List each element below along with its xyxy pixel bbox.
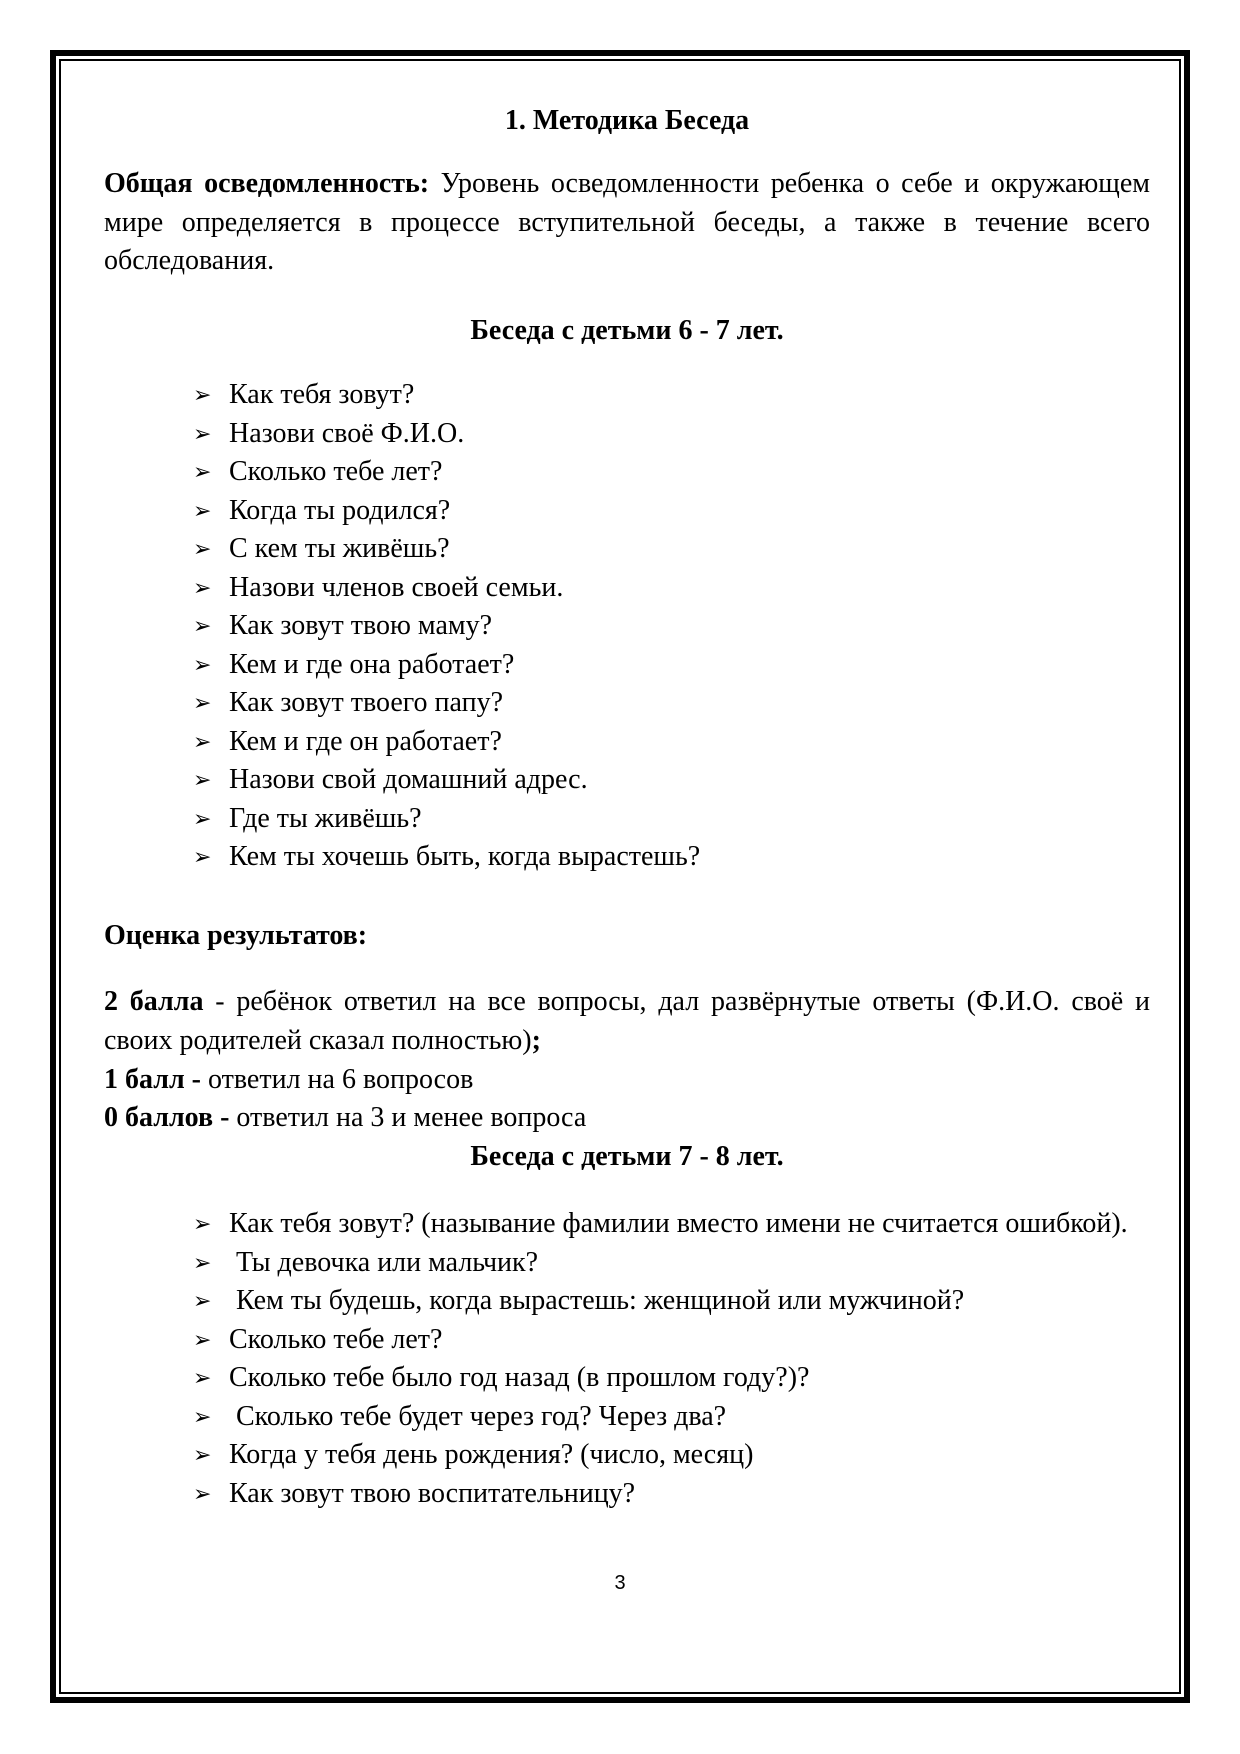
arrow-bullet-icon: ➢ — [193, 1288, 212, 1313]
section2-heading: Беседа с детьми 7 - 8 лет. — [470, 1141, 784, 1172]
question-text: Назови свой домашний адрес. — [229, 764, 588, 795]
list-item — [193, 684, 1150, 723]
arrow-bullet-icon: ➢ — [193, 1249, 212, 1275]
question-text: Сколько тебе было год назад (в прошлом году?)? — [229, 1362, 810, 1393]
arrow-bullet-icon: ➢ — [193, 767, 212, 792]
list-item — [193, 1436, 1150, 1475]
list-item — [193, 723, 1150, 762]
question-text: Сколько тебе лет? — [229, 456, 443, 487]
intro-text: Уровень осведомленности ребенка о себе и окружающем мире определяется в процессе вступительной беседы, а также в течение всего обследования. — [104, 168, 1151, 276]
arrow-bullet-icon: ➢ — [193, 1403, 212, 1429]
score-text: ответил на 6 вопросов — [201, 1064, 474, 1095]
arrow-bullet-icon: ➢ — [193, 420, 212, 446]
question-text: Ты девочка или мальчик? — [229, 1246, 539, 1278]
question-text: Как тебя зовут? — [229, 379, 415, 410]
question-text: Назови своё Ф.И.О. — [229, 417, 465, 449]
list-item — [193, 569, 1150, 608]
arrow-bullet-icon: ➢ — [193, 574, 212, 600]
arrow-bullet-icon: ➢ — [193, 844, 212, 869]
list-item — [193, 1282, 1150, 1321]
list-item — [193, 1398, 1150, 1437]
list-item — [193, 646, 1150, 685]
question-text: Как зовут твою маму? — [229, 610, 493, 641]
list-item — [193, 415, 1150, 454]
list-item — [193, 530, 1150, 569]
arrow-bullet-icon: ➢ — [193, 690, 212, 715]
list-item — [193, 761, 1150, 800]
page-title: 1. Методика Беседа — [504, 105, 750, 136]
arrow-bullet-icon: ➢ — [193, 459, 212, 484]
evaluation-row — [104, 1099, 586, 1138]
question-text: Как зовут твою воспитательницу? — [229, 1477, 636, 1509]
evaluation-row — [104, 983, 1150, 1060]
intro-label: Общая осведомленность: — [104, 168, 430, 199]
score-label: 0 баллов - — [104, 1102, 230, 1133]
list-item — [193, 453, 1150, 492]
list-item — [193, 607, 1150, 646]
question-text: Кем ты будешь, когда вырастешь: женщиной или мужчиной? — [229, 1285, 965, 1316]
section1-heading: Беседа с детьми 6 - 7 лет. — [470, 315, 784, 346]
score-label: 2 балла — [104, 986, 204, 1017]
list-item — [193, 1321, 1150, 1360]
evaluation-row — [104, 1061, 473, 1100]
list-item — [193, 838, 1150, 877]
arrow-bullet-icon: ➢ — [193, 1480, 212, 1506]
arrow-bullet-icon: ➢ — [193, 805, 212, 831]
arrow-bullet-icon: ➢ — [193, 382, 212, 407]
arrow-bullet-icon: ➢ — [193, 613, 212, 638]
list-item — [193, 1359, 1150, 1398]
section1-question-list — [193, 376, 1150, 877]
evaluation-heading: Оценка результатов: — [104, 920, 368, 951]
section2-question-list — [193, 1205, 1150, 1513]
arrow-bullet-icon: ➢ — [193, 536, 212, 561]
list-item — [193, 492, 1150, 531]
question-text: Когда ты родился? — [229, 494, 451, 526]
score-label: 1 балл - — [104, 1064, 201, 1095]
arrow-bullet-icon: ➢ — [193, 651, 212, 677]
page-number: 3 — [614, 1572, 626, 1594]
arrow-bullet-icon: ➢ — [193, 1326, 212, 1352]
arrow-bullet-icon: ➢ — [193, 497, 212, 523]
question-text: Где ты живёшь? — [229, 802, 422, 834]
question-text: Кем и где он работает? — [229, 725, 502, 757]
question-text: С кем ты живёшь? — [229, 533, 450, 564]
arrow-bullet-icon: ➢ — [193, 1211, 212, 1236]
question-text: Сколько тебе лет? — [229, 1323, 443, 1355]
question-text: Как тебя зовут? (называние фамилии вместо имени не считается ошибкой). — [229, 1208, 1128, 1239]
list-item — [193, 1244, 1150, 1283]
question-text: Как зовут твоего папу? — [229, 687, 504, 718]
score-tail: ; — [531, 1024, 541, 1056]
score-text: - ребёнок ответил на все вопросы, дал развёрнутые ответы (Ф.И.О. своё и своих родителей сказал полностью) — [104, 986, 1150, 1056]
arrow-bullet-icon: ➢ — [193, 1365, 212, 1390]
question-text: Кем ты хочешь быть, когда вырастешь? — [229, 841, 701, 872]
intro-paragraph — [104, 165, 1150, 281]
arrow-bullet-icon: ➢ — [193, 1442, 212, 1467]
list-item — [193, 376, 1150, 415]
question-text: Сколько тебе будет через год? Через два? — [229, 1400, 727, 1432]
question-text: Кем и где она работает? — [229, 648, 515, 680]
question-text: Назови членов своей семьи. — [229, 571, 564, 603]
question-text: Когда у тебя день рождения? (число, месяц) — [229, 1439, 754, 1470]
list-item — [193, 1475, 1150, 1514]
score-text: ответил на 3 и менее вопроса — [229, 1102, 587, 1133]
list-item — [193, 800, 1150, 839]
list-item — [193, 1205, 1150, 1244]
arrow-bullet-icon: ➢ — [193, 728, 212, 754]
